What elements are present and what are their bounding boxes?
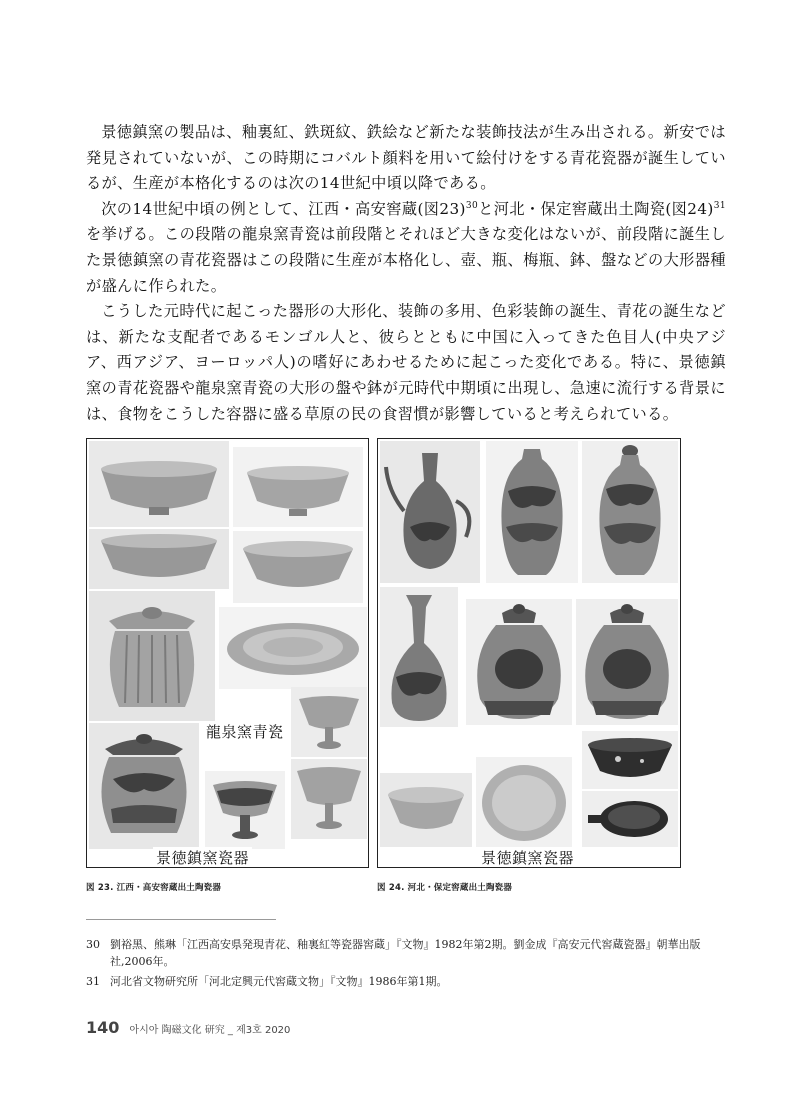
jingdezhen-porcelain-label: 景徳鎮窯瓷器 — [478, 847, 577, 868]
blue-white-jar-photo — [576, 599, 678, 725]
ewer-photo — [380, 441, 480, 583]
figure-24-caption: 図 24. 河北・保定窖蔵出土陶瓷器 — [377, 883, 513, 893]
lobed-dish-photo — [476, 757, 572, 847]
paragraph-2 — [86, 197, 726, 299]
body-text — [86, 120, 726, 427]
yuhuchun-vase-photo — [380, 587, 458, 727]
footnote-number: 30 — [86, 938, 100, 951]
page-number: 140 — [86, 1018, 120, 1037]
journal-title: 아시아 陶磁文化 研究 _ 제3호 2020 — [129, 1025, 291, 1036]
stem-cup-photo — [291, 687, 367, 757]
blue-white-lidded-jar-photo — [89, 723, 199, 849]
blue-white-stem-cup-photo — [205, 771, 285, 849]
celadon-bowl-photo — [233, 531, 363, 603]
blue-white-jar-photo — [466, 599, 572, 725]
paragraph-2-part-c: を挙げる。この段階の龍泉窯青瓷は前段階とそれほど大きな変化はないが、前段階に誕生した景徳鎮窯の青花瓷器はこの段階に生産が本格化し、壺、瓶、梅瓶、鉢、盤などの大形器種が盛んに作られた。 — [86, 225, 726, 295]
footnote-30 — [86, 936, 726, 970]
celadon-bowl-photo — [89, 441, 229, 527]
celadon-lidded-jar-photo — [89, 591, 215, 721]
stem-cup-photo — [291, 759, 367, 839]
figure-24-panel — [377, 438, 681, 868]
lobed-bowl-photo — [380, 773, 472, 847]
paragraph-3: こうした元時代に起こった器形の大形化、装飾の多用、色彩装飾の誕生、青花の誕生などは、新たな支配者であるモンゴル人と、彼らとともに中国に入ってきた色目人(中央アジア、西アジア、ヨーロッパ人)の嗜好にあわせるために起こった変化である。特に、景徳鎮窯の青花瓷器や龍泉窯青瓷の大形の盤や鉢が元時代中期頃に出現し、急速に流行する背景には、食物をこうした容器に盛る草原の民の食習慣が影響していると考えられている。 — [86, 302, 726, 423]
footnote-ref-30[interactable]: 30 — [465, 200, 479, 211]
footnote-31 — [86, 973, 726, 990]
celadon-bowl-photo — [233, 447, 363, 527]
celadon-dish-photo — [219, 607, 367, 689]
meiping-vase-photo — [582, 441, 678, 583]
footnote-divider — [86, 919, 276, 920]
paragraph-2-part-b: と河北・保定窖蔵出土陶瓷(図24) — [478, 199, 714, 218]
paragraph-2-part-a: 次の14世紀中頃の例として、江西・高安窖蔵(図23) — [101, 199, 466, 218]
footnote-text: 劉裕黑、熊琳「江西高安県発現青花、釉裏紅等瓷器窖蔵」『文物』1982年第2期。劉金成『高安元代窖蔵瓷器』朝華出版社,2006年。 — [110, 938, 701, 968]
longquan-celadon-label: 龍泉窯青瓷 — [203, 721, 287, 742]
page-footer — [86, 1018, 290, 1037]
footnote-number: 31 — [86, 975, 100, 988]
jingdezhen-porcelain-label: 景徳鎮窯瓷器 — [153, 847, 252, 868]
dark-glazed-handled-cup-photo — [582, 791, 678, 847]
meiping-vase-photo — [486, 441, 578, 583]
dark-glazed-bowl-photo — [582, 731, 678, 789]
figure-23-panel — [86, 438, 369, 868]
footnote-ref-31[interactable]: 31 — [713, 200, 726, 211]
paragraph-1: 景徳鎮窯の製品は、釉裏紅、鉄斑紋、鉄絵など新たな装飾技法が生み出される。新安では発見されていないが、この時期にコバルト顔料を用いて絵付けをする青花瓷器が誕生しているが、生産が本格化するのは次の14世紀中頃以降である。 — [86, 123, 726, 193]
celadon-bowl-photo — [89, 529, 229, 589]
footnote-text: 河北省文物研究所「河北定興元代窖蔵文物」『文物』1986年第1期。 — [110, 975, 448, 988]
figure-23-caption: 図 23. 江西・高安窖蔵出土陶瓷器 — [86, 883, 222, 893]
